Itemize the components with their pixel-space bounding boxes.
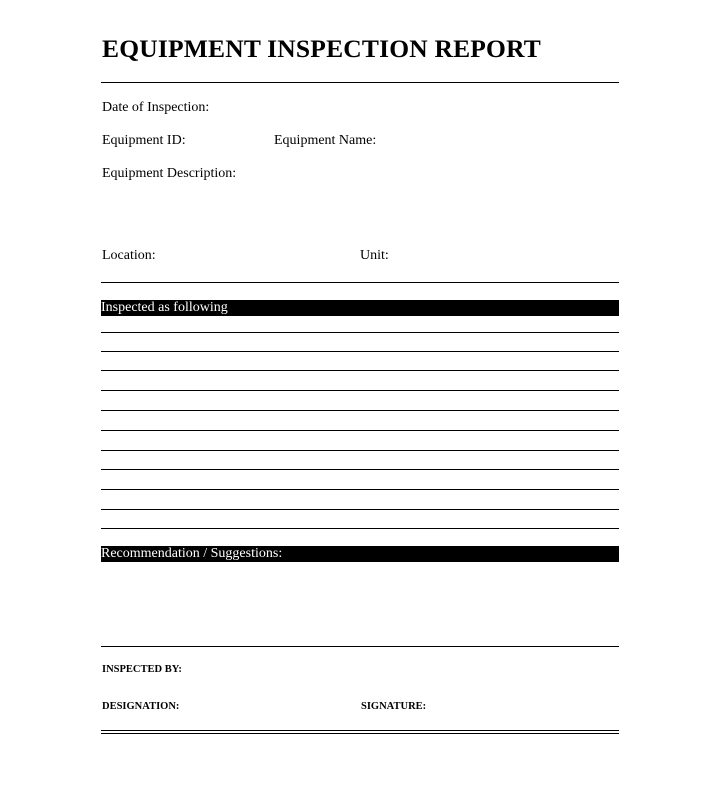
inspection-line[interactable] [101, 351, 619, 352]
inspection-line[interactable] [101, 489, 619, 490]
signature-label: SIGNATURE: [361, 701, 427, 712]
inspected-by-label: INSPECTED BY: [102, 664, 182, 675]
inspection-line[interactable] [101, 528, 619, 529]
recommendation-section-header [101, 546, 619, 562]
location-underline [101, 282, 619, 283]
equipment-name-label: Equipment Name: [274, 133, 377, 148]
recommendation-underline[interactable] [101, 646, 619, 647]
designation-label: DESIGNATION: [102, 701, 180, 712]
report-title: EQUIPMENT INSPECTION REPORT [102, 34, 542, 63]
title-underline [101, 82, 619, 83]
inspection-line[interactable] [101, 370, 619, 371]
unit-label: Unit: [360, 248, 389, 263]
footer-double-rule-top [101, 730, 619, 731]
inspected-section-header [101, 300, 619, 316]
inspection-line[interactable] [101, 450, 619, 451]
inspected-section-label: Inspected as following [101, 300, 228, 315]
date-of-inspection-label: Date of Inspection: [102, 100, 210, 115]
inspection-line[interactable] [101, 509, 619, 510]
equipment-id-label: Equipment ID: [102, 133, 186, 148]
inspection-line[interactable] [101, 332, 619, 333]
equipment-description-label: Equipment Description: [102, 166, 237, 181]
inspection-line[interactable] [101, 410, 619, 411]
footer-double-rule-bottom [101, 733, 619, 734]
inspection-line[interactable] [101, 390, 619, 391]
inspection-line[interactable] [101, 430, 619, 431]
recommendation-section-label: Recommendation / Suggestions: [101, 546, 283, 561]
location-label: Location: [102, 248, 156, 263]
inspection-line[interactable] [101, 469, 619, 470]
